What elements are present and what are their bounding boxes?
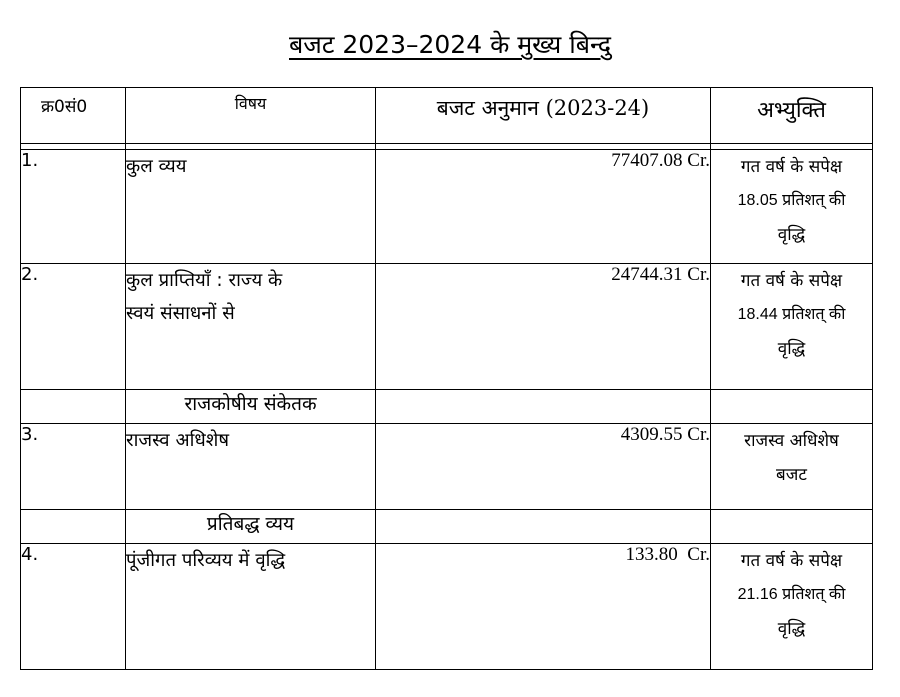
table-row [21, 264, 873, 390]
row-subject: राजस्व अधिशेष [126, 424, 376, 510]
section-heading-fiscal-indicators: राजकोषीय संकेतक [126, 390, 376, 424]
section-heading-committed-expenditure: प्रतिबद्ध व्यय [126, 510, 376, 544]
subject-line: कुल प्राप्तियाँ : राज्य के [126, 270, 283, 291]
table-row [21, 424, 873, 510]
header-remarks: अभ्युक्ति [711, 88, 873, 144]
remark-line: वृद्धि [777, 225, 806, 245]
row-subject: पूंजीगत परिव्यय में वृद्धि [126, 544, 376, 670]
table-header-row [21, 88, 873, 144]
row-subject [126, 264, 376, 390]
table-row [21, 150, 873, 264]
row-serial-number: 2. [21, 264, 126, 390]
row-amount: 77407.08 Cr. [376, 150, 711, 264]
row-serial-number: 1. [21, 150, 126, 264]
remark-line: 18.44 प्रतिशत् की [737, 306, 846, 323]
header-subject: विषय [126, 88, 376, 144]
remark-line: गत वर्ष के सपेक्ष [740, 551, 843, 571]
row-serial-number: 3. [21, 424, 126, 510]
remark-line: गत वर्ष के सपेक्ष [740, 271, 843, 291]
row-subject: कुल व्यय [126, 150, 376, 264]
row-amount: 24744.31 Cr. [376, 264, 711, 390]
remark-line: 21.16 प्रतिशत् की [737, 586, 846, 603]
subject-line: स्वयं संसाधनों से [126, 303, 235, 324]
row-amount: 133.80 Cr. [376, 544, 711, 670]
remark-line: राजस्व अधिशेष [744, 431, 839, 451]
row-remarks [711, 264, 873, 390]
remark-line: गत वर्ष के सपेक्ष [740, 157, 843, 177]
row-serial-number: 4. [21, 544, 126, 670]
remark-line: बजट [776, 465, 807, 485]
remark-line: वृद्धि [777, 619, 806, 639]
row-remarks [711, 424, 873, 510]
section-row [21, 510, 873, 544]
page-title [0, 28, 900, 62]
header-serial-number: क्र0सं0 [21, 88, 126, 144]
remark-line: 18.05 प्रतिशत् की [737, 192, 846, 209]
table-row [21, 544, 873, 670]
remark-line: वृद्धि [777, 339, 806, 359]
budget-table [20, 87, 873, 670]
row-amount: 4309.55 Cr. [376, 424, 711, 510]
row-remarks [711, 544, 873, 670]
title-text: बजट 2023–2024 के मुख्य बिन्दु [289, 30, 611, 59]
header-budget-estimate: बजट अनुमान (2023-24) [376, 88, 711, 144]
section-row [21, 390, 873, 424]
row-remarks [711, 150, 873, 264]
